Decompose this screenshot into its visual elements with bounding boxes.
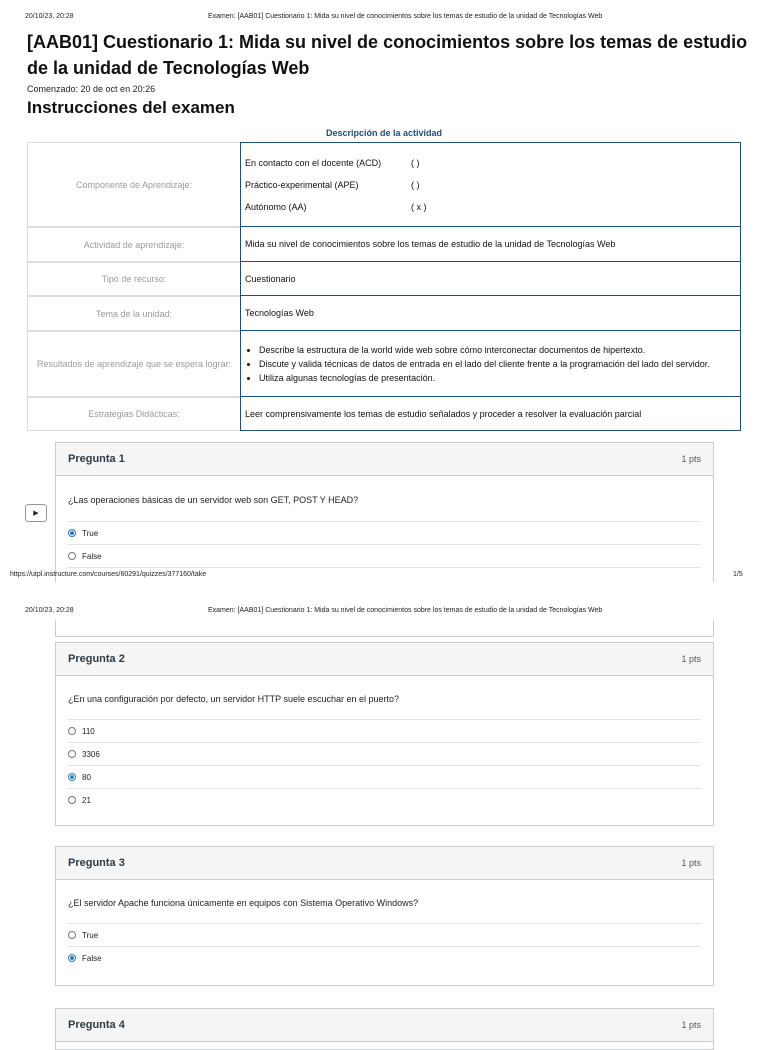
page-break [0, 582, 768, 602]
activity-value: Cuestionario [240, 262, 741, 296]
activity-value: Leer comprensivamente los temas de estudio señalados y proceder a resolver la evaluación parcial [240, 397, 741, 431]
radio-unselected-icon[interactable] [68, 727, 76, 735]
question-text: ¿Las operaciones básicas de un servidor web son GET, POST Y HEAD? [68, 495, 359, 505]
question-card-continuation [55, 620, 714, 637]
print-url: https://utpl.instructure.com/courses/60291/quizzes/377160/take [10, 571, 207, 578]
answer-label: 110 [82, 726, 95, 736]
activity-row-outcomes [27, 331, 741, 397]
answer-option[interactable] [68, 765, 701, 788]
radio-unselected-icon[interactable] [68, 750, 76, 758]
radio-selected-icon[interactable] [68, 954, 76, 962]
print-datetime: 20/10/23, 20:28 [25, 607, 74, 614]
activity-row-component [27, 142, 741, 227]
radio-unselected-icon[interactable] [68, 931, 76, 939]
answer-option[interactable] [68, 788, 701, 811]
play-triangle-icon[interactable]: ▶ [25, 504, 47, 522]
activity-value [240, 142, 741, 227]
question-points: 1 pts [681, 1020, 701, 1030]
outcome-item: • Discute y valida técnicas de datos de entrada en el lado del cliente frente a la programación del lado del servidor. [259, 357, 736, 371]
question-title: Pregunta 4 [68, 1019, 125, 1031]
answer-label: False [82, 953, 102, 963]
answer-option[interactable] [68, 946, 701, 969]
question-points: 1 pts [681, 858, 701, 868]
component-item: En contacto con el docente (ACD) ( ) [245, 157, 420, 168]
question-card [55, 442, 714, 583]
answer-label: 21 [82, 795, 91, 805]
answer-label: True [82, 930, 99, 940]
activity-row-resource [27, 262, 741, 296]
question-card [55, 846, 714, 986]
question-title: Pregunta 1 [68, 453, 125, 465]
outcome-item: • Utiliza algunas tecnologías de presentación. [259, 371, 736, 385]
answer-option[interactable] [68, 544, 701, 568]
activity-row-activity [27, 227, 741, 262]
answer-option[interactable] [68, 521, 701, 544]
answer-list [68, 923, 701, 969]
print-title: Examen: [AAB01] Cuestionario 1: Mida su nivel de conocimientos sobre los temas de estudio de la unidad de Tecnologías Web [208, 607, 603, 614]
question-title: Pregunta 2 [68, 653, 125, 665]
answer-option[interactable] [68, 719, 701, 742]
question-header [56, 643, 713, 676]
page-title: [AAB01] Cuestionario 1: Mida su nivel de conocimientos sobre los temas de estudio de la unidad de Tecnologías Web [27, 32, 748, 78]
question-header [56, 847, 713, 880]
radio-selected-icon[interactable] [68, 529, 76, 537]
question-title: Pregunta 3 [68, 857, 125, 869]
answer-option[interactable] [68, 923, 701, 946]
outcome-item: • Describe la estructura de la world wide web sobre cómo interconectar documentos de hipertexto. [259, 343, 736, 357]
answer-label: 80 [82, 772, 91, 782]
activity-caption: Descripción de la actividad [325, 128, 443, 138]
answer-list [68, 521, 701, 568]
activity-value: Tecnologías Web [240, 296, 741, 331]
answer-list [68, 719, 701, 811]
activity-label: Estrategias Didácticas: [27, 397, 240, 431]
component-item: Práctico-experimental (APE) ( ) [245, 179, 420, 190]
activity-row-strategies [27, 397, 741, 431]
question-card [55, 642, 714, 826]
radio-unselected-icon[interactable] [68, 796, 76, 804]
activity-label: Resultados de aprendizaje que se espera lograr: [27, 331, 240, 397]
activity-label: Tipo de recurso: [27, 262, 240, 296]
activity-value: Mida su nivel de conocimientos sobre los temas de estudio de la unidad de Tecnologías Web [240, 227, 741, 262]
radio-unselected-icon[interactable] [68, 552, 76, 560]
answer-label: False [82, 551, 102, 561]
question-header [56, 1009, 713, 1042]
question-text: ¿En una configuración por defecto, un servidor HTTP suele escuchar en el puerto? [68, 694, 400, 704]
activity-value [240, 331, 741, 397]
question-points: 1 pts [681, 654, 701, 664]
activity-table [27, 142, 741, 431]
question-card [55, 1008, 714, 1050]
answer-option[interactable] [68, 742, 701, 765]
print-title: Examen: [AAB01] Cuestionario 1: Mida su nivel de conocimientos sobre los temas de estudio de la unidad de Tecnologías Web [208, 13, 603, 20]
activity-row-topic [27, 296, 741, 331]
answer-label: 3306 [82, 749, 100, 759]
component-item: Autónomo (AA) ( x ) [245, 201, 427, 212]
question-points: 1 pts [681, 454, 701, 464]
outcomes-list [245, 343, 736, 385]
question-header [56, 443, 713, 476]
started-time: Comenzado: 20 de oct en 20:26 [27, 84, 156, 94]
print-page-number: 1/5 [733, 571, 743, 578]
instructions-heading: Instrucciones del examen [27, 98, 235, 117]
activity-label: Actividad de aprendizaje: [27, 227, 240, 262]
answer-label: True [82, 528, 99, 538]
activity-label: Componente de Aprendizaje: [27, 142, 240, 227]
activity-label: Tema de la unidad: [27, 296, 240, 331]
question-text: ¿El servidor Apache funciona únicamente en equipos con Sistema Operativo Windows? [68, 898, 419, 908]
print-datetime: 20/10/23, 20:28 [25, 13, 74, 20]
radio-selected-icon[interactable] [68, 773, 76, 781]
